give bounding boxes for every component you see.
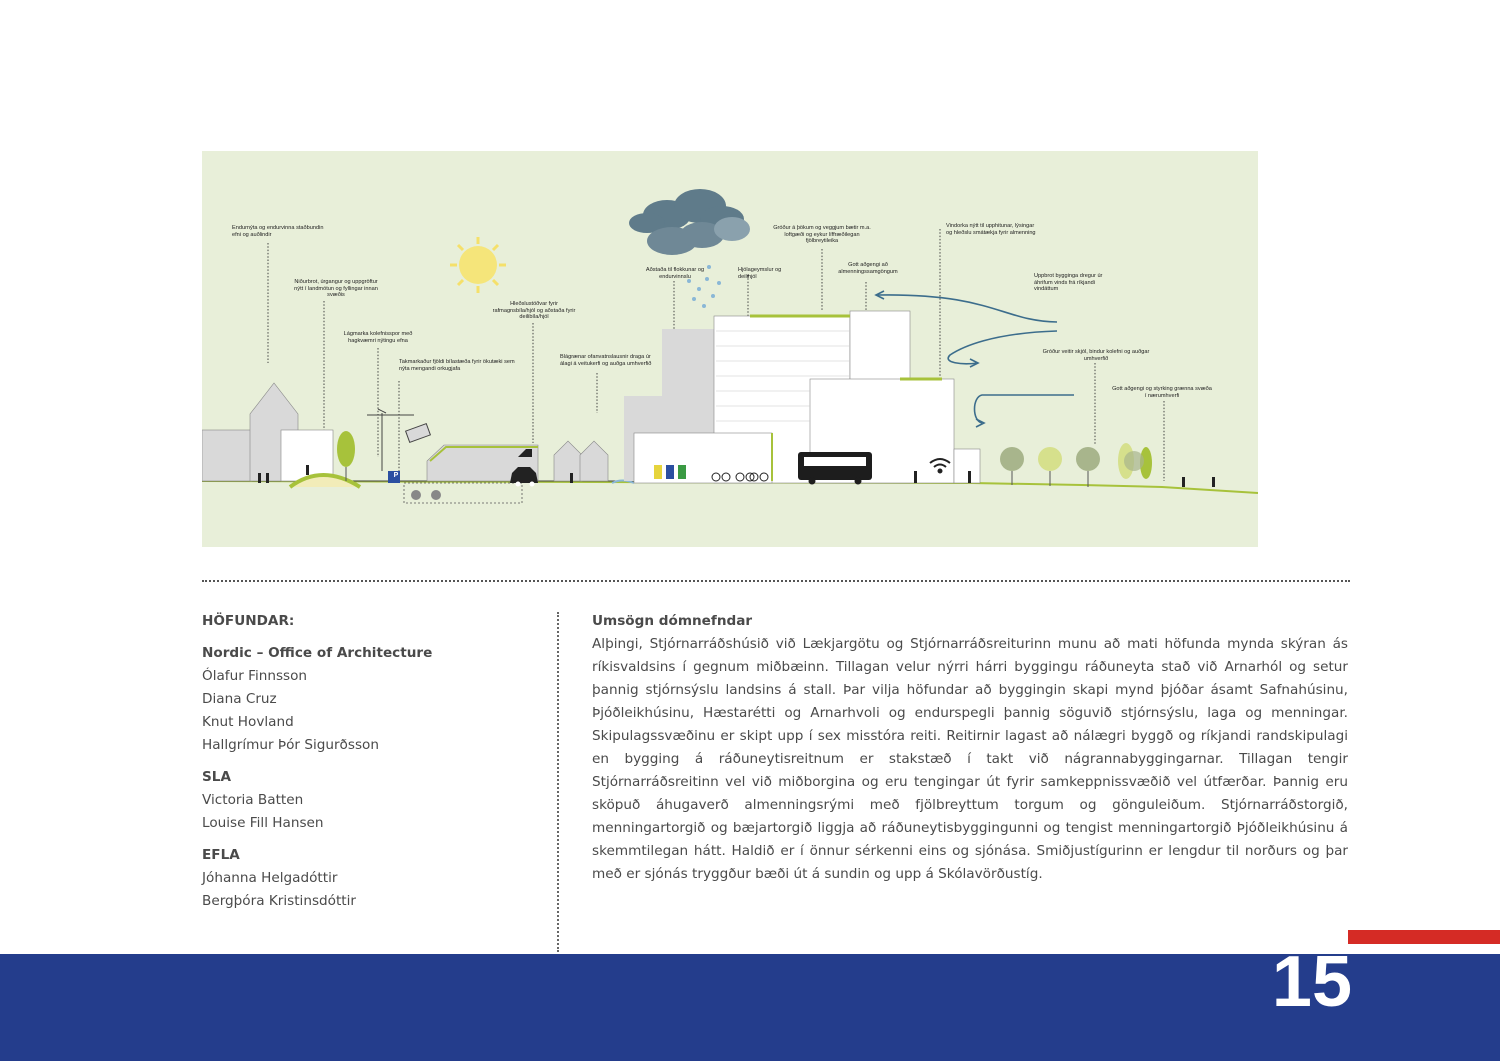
bus-icon: [798, 452, 872, 485]
label-charging-stations: Hleðslustöðvar fyrir rafmagnsbíla/hjól og aðstaða fyrir deilibíla/hjól: [492, 301, 576, 321]
sustainability-section-diagram: [202, 151, 1258, 547]
author-group: [202, 642, 542, 757]
label-reuse-materials: Endurnýta og endurvinna staðbundin efni og auðlindir: [232, 225, 324, 238]
recycling-bins-icon: [654, 465, 686, 479]
parking-sign: P: [393, 472, 399, 479]
label-vegetation-shelter: Gróður veitir skjól, bindur kolefni og auðgar umhverfið: [1042, 349, 1150, 362]
vertical-divider: [557, 612, 559, 952]
author-org: EFLA: [202, 847, 240, 863]
label-bike-storage: Hjólageymslur og deilihjól: [738, 267, 782, 280]
label-wind-energy: Vindorka nýtt til upphitunar, lýsingar og hleðslu smátækja fyrir almenning: [946, 223, 1036, 236]
page-number: 15: [1271, 942, 1352, 1022]
author-org: Nordic – Office of Architecture: [202, 645, 433, 661]
author-name: Diana Cruz: [202, 691, 277, 707]
author-org: SLA: [202, 769, 231, 785]
label-limited-parking: Takmarkaður fjöldi bílastæða fyrir ökutæki sem nýta mengandi orkugjafa: [399, 359, 515, 372]
accent-bar: [1348, 930, 1500, 944]
author-name: Bergþóra Kristinsdóttir: [202, 893, 356, 909]
author-group: [202, 766, 542, 835]
trees: [1000, 443, 1152, 487]
label-green-areas: Gott aðgengi og styrking grænna svæða í nærumhverfi: [1112, 386, 1212, 399]
label-carbon-footprint: Lágmarka kolefnisspor með hagkvæmri nýtingu efna: [343, 331, 413, 344]
author-group: [202, 844, 542, 913]
label-recycling: Aðstaða til flokkunar og endurvinnslu: [645, 267, 705, 280]
author-name: Ólafur Finnsson: [202, 668, 308, 684]
review-title: Umsögn dómnefndar: [592, 613, 753, 629]
cloud-icon: [629, 189, 750, 255]
label-public-transport: Gott aðgengi að almenningssamgöngum: [838, 262, 898, 275]
label-waste-reuse: Niðurbrot, úrgangur og uppgröftur nýtt í landmótun og fyllingar innan svæðis: [294, 279, 378, 299]
author-name: Hallgrímur Þór Sigurðsson: [202, 737, 379, 753]
sun-icon: [450, 237, 506, 293]
author-name: Jóhanna Helgadóttir: [202, 870, 338, 886]
author-name: Victoria Batten: [202, 792, 304, 808]
review-text: Alþingi, Stjórnarráðshúsið við Lækjargötu og Stjórnarráðsreiturinn munu að mati höfunda mynda skýran ás ríkisvaldsins í gegnum miðbæinn. Tillagan velur nýrri hárri byggingu ráðuneyta stað við Arnarhól og setur þannig stjórnsýslu landsins á stall. Þar vilja höfundar að byggingin skapi mynd þjóðar ásamt Safnahúsinu, Þjóðleikhúsinu, Hæstarétti og Arnarhvoli og endurspegli þannig söguvið stjórnsýslu, laga og menningar. Skipulagssvæðinu er skipt upp í sex misstóra reiti. Reitirnir lagast að nálægri byggð og ríkjandi randskipulagi en bygging á ráðuneytisreitnum er stakstæð í takt við nágrannabyggingarnar. Tillagan tengir Stjórnarráðsreitinn vel við miðborgina og eru tengingar út fyrir samkeppnissvæðið vel útfærðar. Þannig eru sköpuð áhugaverð almenningsrými með fjölbreyttum torgum og gönguleiðum. Stjórnarráðstorgið, menningartorgið og bæjartorgið liggja að ráðuneytisbyggingunni og tengist menningartorgið Þjóðleikhúsinu á skemmtilegan hátt. Haldið er í önnur sérkenni eins og sjónása. Smiðjustígurinn er lengdur til norðurs og þar með er sjónás tryggður bæði út á sundin og upp á Skólavörðustíg.: [592, 636, 1348, 882]
label-green-roofs: Gróður á þökum og veggjum bætir m.a. loftgæði og eykur líffræðilegan fjölbreytileika: [773, 225, 871, 245]
label-bluegreen-solutions: Blágrænar ofanvatnslausnir draga úr álagi á veitukerfi og auðga umhverfið: [560, 354, 652, 367]
left-buildings: [202, 383, 360, 487]
authors-column: [202, 610, 542, 913]
authors-heading: HÖFUNDAR:: [202, 613, 295, 629]
horizontal-divider: [202, 580, 1350, 582]
author-name: Knut Hovland: [202, 714, 294, 730]
label-building-breakup: Uppbrot byggingа dregur úr áhrifum vinds frá ríkjandi vindáttum: [1034, 273, 1103, 293]
small-houses: [554, 441, 634, 483]
author-name: Louise Fill Hansen: [202, 815, 324, 831]
jury-review: [592, 610, 1348, 886]
